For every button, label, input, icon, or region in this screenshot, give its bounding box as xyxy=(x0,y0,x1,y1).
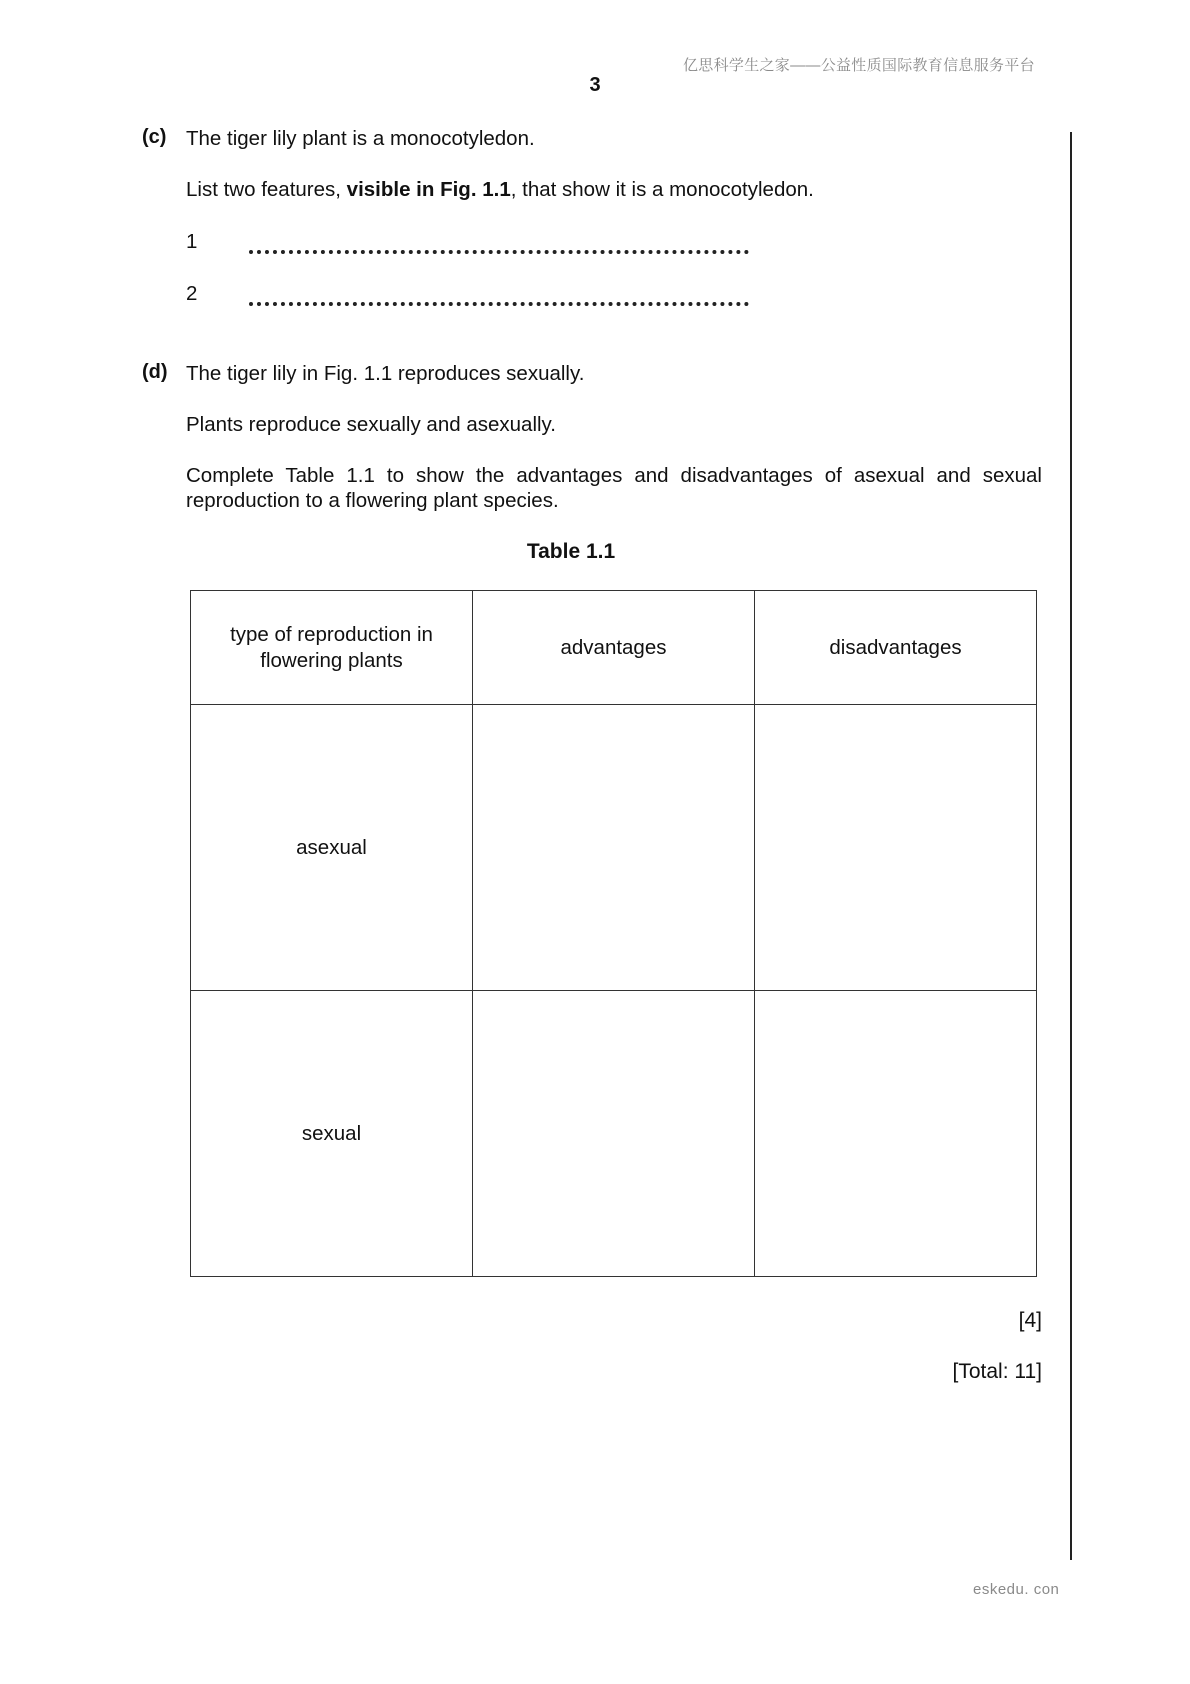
part-d-statement: The tiger lily in Fig. 1.1 reproduces sexually. xyxy=(186,362,585,385)
column-header-disadvantages: disadvantages xyxy=(755,591,1037,705)
answer-line-1[interactable] xyxy=(249,250,749,254)
table-caption: Table 1.1 xyxy=(526,540,616,563)
row-type-asexual: asexual xyxy=(191,705,473,991)
answer-line-number: 2 xyxy=(186,282,198,305)
page-number: 3 xyxy=(589,74,601,96)
asexual-disadvantages-cell[interactable] xyxy=(755,705,1037,991)
instruction-emphasis: visible in Fig. 1.1 xyxy=(346,178,511,201)
part-c-statement: The tiger lily plant is a monocotyledon. xyxy=(186,127,535,150)
reproduction-table xyxy=(190,590,1037,1277)
table-row xyxy=(191,705,1037,991)
part-d-label: (d) xyxy=(142,361,168,383)
column-header-type: type of reproduction in flowering plants xyxy=(191,591,473,705)
instruction-text: List two features, xyxy=(186,178,347,201)
column-header-advantages: advantages xyxy=(473,591,755,705)
table-row xyxy=(191,991,1037,1277)
sexual-advantages-cell[interactable] xyxy=(473,991,755,1277)
part-d-instruction: Complete Table 1.1 to show the advantages and disadvantages of asexual and sexual reproduction to a flowering plant species. xyxy=(186,464,1042,512)
answer-line-2[interactable] xyxy=(249,302,749,306)
answer-line-number: 1 xyxy=(186,230,198,253)
row-type-sexual: sexual xyxy=(191,991,473,1277)
footer-watermark: eskedu. con xyxy=(973,1581,1060,1598)
margin-rule xyxy=(1070,132,1072,1560)
sexual-disadvantages-cell[interactable] xyxy=(755,991,1037,1277)
part-d-sentence: Plants reproduce sexually and asexually. xyxy=(186,413,556,436)
total-marks: [Total: 11] xyxy=(952,1360,1042,1383)
marks-allocation: [4] xyxy=(1018,1309,1042,1332)
instruction-text: , that show it is a monocotyledon. xyxy=(510,178,814,201)
part-c-label: (c) xyxy=(142,126,167,148)
part-c-instruction xyxy=(186,177,814,202)
asexual-advantages-cell[interactable] xyxy=(473,705,755,991)
header-watermark: 亿思科学生之家——公益性质国际教育信息服务平台 xyxy=(683,57,1035,74)
table-header-row xyxy=(191,591,1037,705)
